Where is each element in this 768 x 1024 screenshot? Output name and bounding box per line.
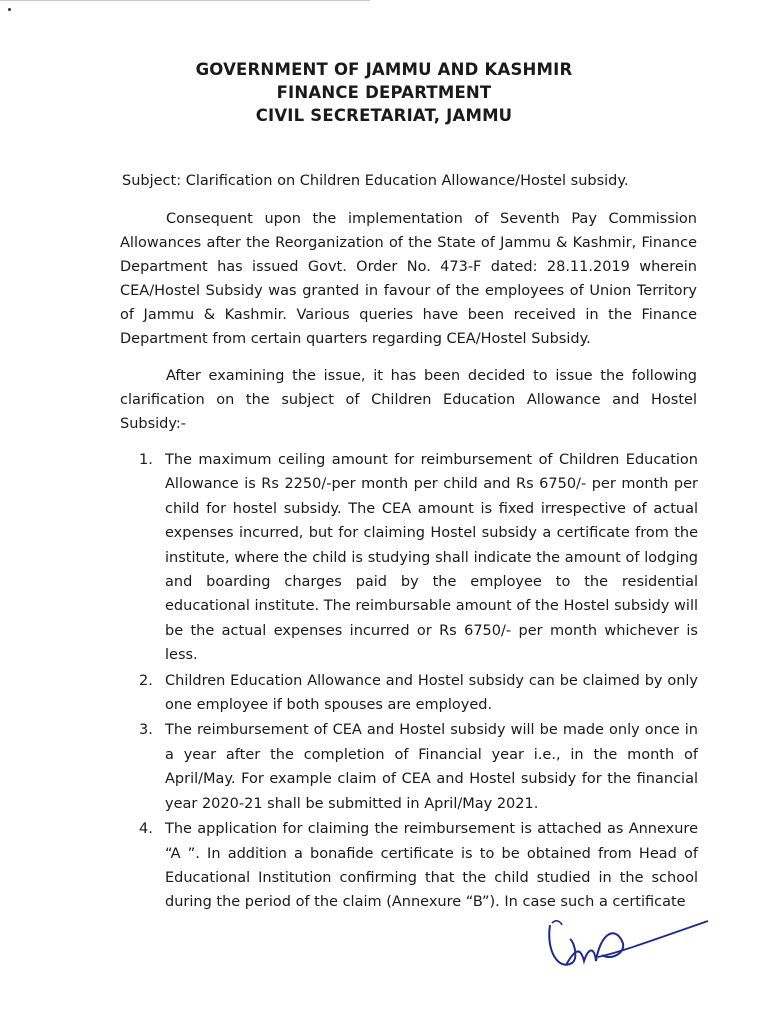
handwritten-signature [540,905,720,985]
list-item-text: The application for claiming the reimbursement is attached as Annexure “A ”. In addition a bonafide certificate is to be obtained from Head of Educational Institution confirming that the child studied in the school during the period of the claim (Annexure “B”). In case such a certificate [165,821,698,911]
paragraph-decision-text: After examining the issue, it has been decided to issue the following clarification on the subject of Children Education Allowance and Hostel Subsidy:- [120,368,697,432]
list-item [135,718,698,816]
scan-edge-line [0,0,370,1]
list-item [135,817,698,915]
document-header [0,58,768,127]
list-item-number: 3. [139,722,153,739]
scan-speck [8,8,11,11]
list-item-text: Children Education Allowance and Hostel subsidy can be claimed by only one employee if both spouses are employed. [165,672,698,714]
list-item-number: 1. [139,452,153,468]
list-item-text: The reimbursement of CEA and Hostel subsidy will be made only once in a year after the completion of Financial year i.e., in the month of April/May. For example claim of CEA and Hostel subsidy for the financial year 2020-21 shall be submitted in April/May 2021. [165,722,698,812]
paragraph-intro-text: Consequent upon the implementation of Seventh Pay Commission Allowances after the Reorganization of the State of Jammu & Kashmir, Finance Department has issued Govt. Order No. 473-F dated: 28.11.2019 wherein CEA/Hostel Subsidy was granted in favour of the employees of Union Territory of Jammu & Kashmir. Various queries have been received in the Finance Department from certain quarters regarding CEA/Hostel Subsidy. [120,211,697,347]
clarification-list [135,448,698,916]
list-item-number: 2. [139,672,153,689]
list-item-text: The maximum ceiling amount for reimbursement of Children Education Allowance is Rs 2250/-per month per child and Rs 6750/- per month per child for hostel subsidy. The CEA amount is fixed irrespective of actual expenses incurred, but for claiming Hostel subsidy a certificate from the institute, where the child is studying shall indicate the amount of lodging and boarding charges paid by the employee to the residential educational institute. The reimbursable amount of the Hostel subsidy will be the actual expenses incurred or Rs 6750/- per month whichever is less. [165,452,698,664]
paragraph-decision [120,364,697,436]
list-item-number: 4. [139,821,153,838]
header-government: GOVERNMENT OF JAMMU AND KASHMIR [195,60,573,79]
paragraph-intro [120,207,697,351]
subject-line: Subject: Clarification on Children Education Allowance/Hostel subsidy. [122,173,629,189]
header-secretariat: CIVIL SECRETARIAT, JAMMU [255,106,513,125]
list-item [135,669,698,718]
list-item [135,448,698,668]
header-department: FINANCE DEPARTMENT [276,83,492,102]
